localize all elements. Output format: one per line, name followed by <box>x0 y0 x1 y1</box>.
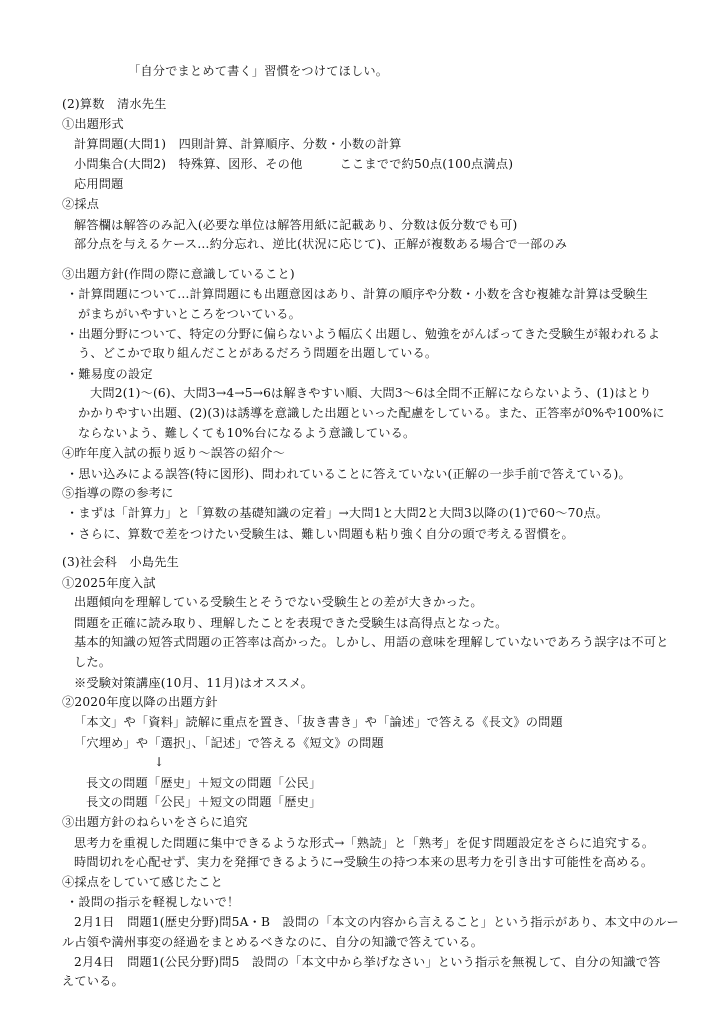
text-line: 計算問題(大問1) 四則計算、計算順序、分数・小数の計算 <box>74 137 402 151</box>
text-line: 長文の問題「公民」＋短文の問題「歴史」 <box>86 795 322 809</box>
text-line: 思考力を重視した問題に集中できるような形式→「熟読」と「熟考」を促す問題設定をさらに追究する。 <box>74 836 655 850</box>
text-line: ↓ <box>154 755 165 769</box>
text-line: ②採点 <box>62 197 100 211</box>
text-line: ならないよう、難しくても10%台になるよう意識している。 <box>78 426 416 440</box>
text-line: した。 <box>74 655 112 669</box>
text-line: 出題傾向を理解している受験生とそうでない受験生との差が大きかった。 <box>74 595 483 609</box>
text-line: ル占領や満州事変の経過をまとめるべきなのに、自分の知識で答えている。 <box>62 935 484 949</box>
text-line: ①2025年度入試 <box>62 576 156 590</box>
text-line: 基本的知識の短答式問題の正答率は高かった。しかし、用語の意味を理解していないであろう誤字は不可と <box>74 635 669 649</box>
text-line: 大問2(1)〜(6)、大問3→4→5→6は解きやすい順、大問3〜6は全問不正解にならないよう、(1)はとり <box>90 386 652 400</box>
text-line: 問題を正確に読み取り、理解したことを表現できた受験生は高得点となった。 <box>74 616 508 630</box>
text-line: 時間切れを心配せず、実力を発揮できるように→受験生の持つ本来の思考力を引き出す可能性を高める。 <box>74 855 654 869</box>
text-line: がまちがいやすいところをついている。 <box>78 307 301 321</box>
text-line: (2)算数 清水先生 <box>62 97 167 111</box>
text-line: 小問集合(大問2) 特殊算、図形、その他 ここまでで約50点(100点満点) <box>74 157 514 171</box>
text-line: 「本文」や「資料」読解に重点を置き、「抜き書き」や「論述」で答える《長文》の問題 <box>74 715 563 729</box>
text-line: ※受験対策講座(10月、11月)はオススメ。 <box>74 676 314 690</box>
text-line: ・設問の指示を軽視しないで！ <box>66 895 240 909</box>
text-line: えている。 <box>62 974 124 988</box>
text-line: ・さらに、算数で差をつけたい受験生は、難しい問題も粘り強く自分の頭で考える習慣を。 <box>66 527 574 541</box>
text-line: 長文の問題「歴史」＋短文の問題「公民」 <box>86 776 322 790</box>
text-line: 2月4日 問題1(公民分野)問5 設問の「本文中から挙げなさい」という指示を無視して、自分の知識で答 <box>74 955 661 969</box>
text-line: う、どこかで取り組んだことがあるだろう問題を出題している。 <box>78 346 438 360</box>
text-line: かかりやすい出題、(2)(3)は誘導を意識した出題といった配慮をしている。また、正答率が0%や100%に <box>78 406 665 420</box>
text-line: ②2020年度以降の出題方針 <box>62 695 218 709</box>
text-line: 「穴埋め」や「選択」、「記述」で答える《短文》の問題 <box>74 736 384 750</box>
text-line: 「自分でまとめて書く」習慣をつけてほしい。 <box>128 64 389 78</box>
text-line: ・難易度の設定 <box>66 367 153 381</box>
text-line: 部分点を与えるケース…約分忘れ、逆比(状況に応じて)、正解が複数ある場合で一部のみ <box>74 237 568 251</box>
text-line: (3)社会科 小島先生 <box>62 555 179 569</box>
text-line: 解答欄は解答のみ記入(必要な単位は解答用紙に記載あり、分数は仮分数でも可) <box>74 218 518 232</box>
text-line: ・思い込みによる誤答(特に図形)、問われていることに答えていない(正解の一歩手前で答えている)。 <box>66 467 631 481</box>
text-line: ⑤指導の際の参考に <box>62 486 174 500</box>
text-line: ・まずは「計算力」と「算数の基礎知識の定着」→大問1と大問2と大問3以降の(1)で60〜70点。 <box>66 506 609 520</box>
text-line: ①出題形式 <box>62 117 124 131</box>
text-line: ・出題分野について、特定の分野に偏らないよう幅広く出題し、勉強をがんばってきた受験生が報われるよ <box>66 327 661 341</box>
text-line: ③出題方針(作問の際に意識していること) <box>62 267 295 281</box>
text-line: 応用問題 <box>74 177 124 191</box>
text-line: ③出題方針のねらいをさらに追究 <box>62 815 248 829</box>
text-line: ④昨年度入試の振り返り〜誤答の紹介〜 <box>62 446 285 460</box>
text-line: 2月1日 問題1(歴史分野)問5A・B 設問の「本文の内容から言えること」という指示があり、本文中のルー <box>74 915 679 929</box>
text-line: ・計算問題について…計算問題にも出題意図はあり、計算の順序や分数・小数を含む複雑な計算は受験生 <box>66 287 648 301</box>
text-line: ④採点をしていて感じたこと <box>62 875 224 889</box>
